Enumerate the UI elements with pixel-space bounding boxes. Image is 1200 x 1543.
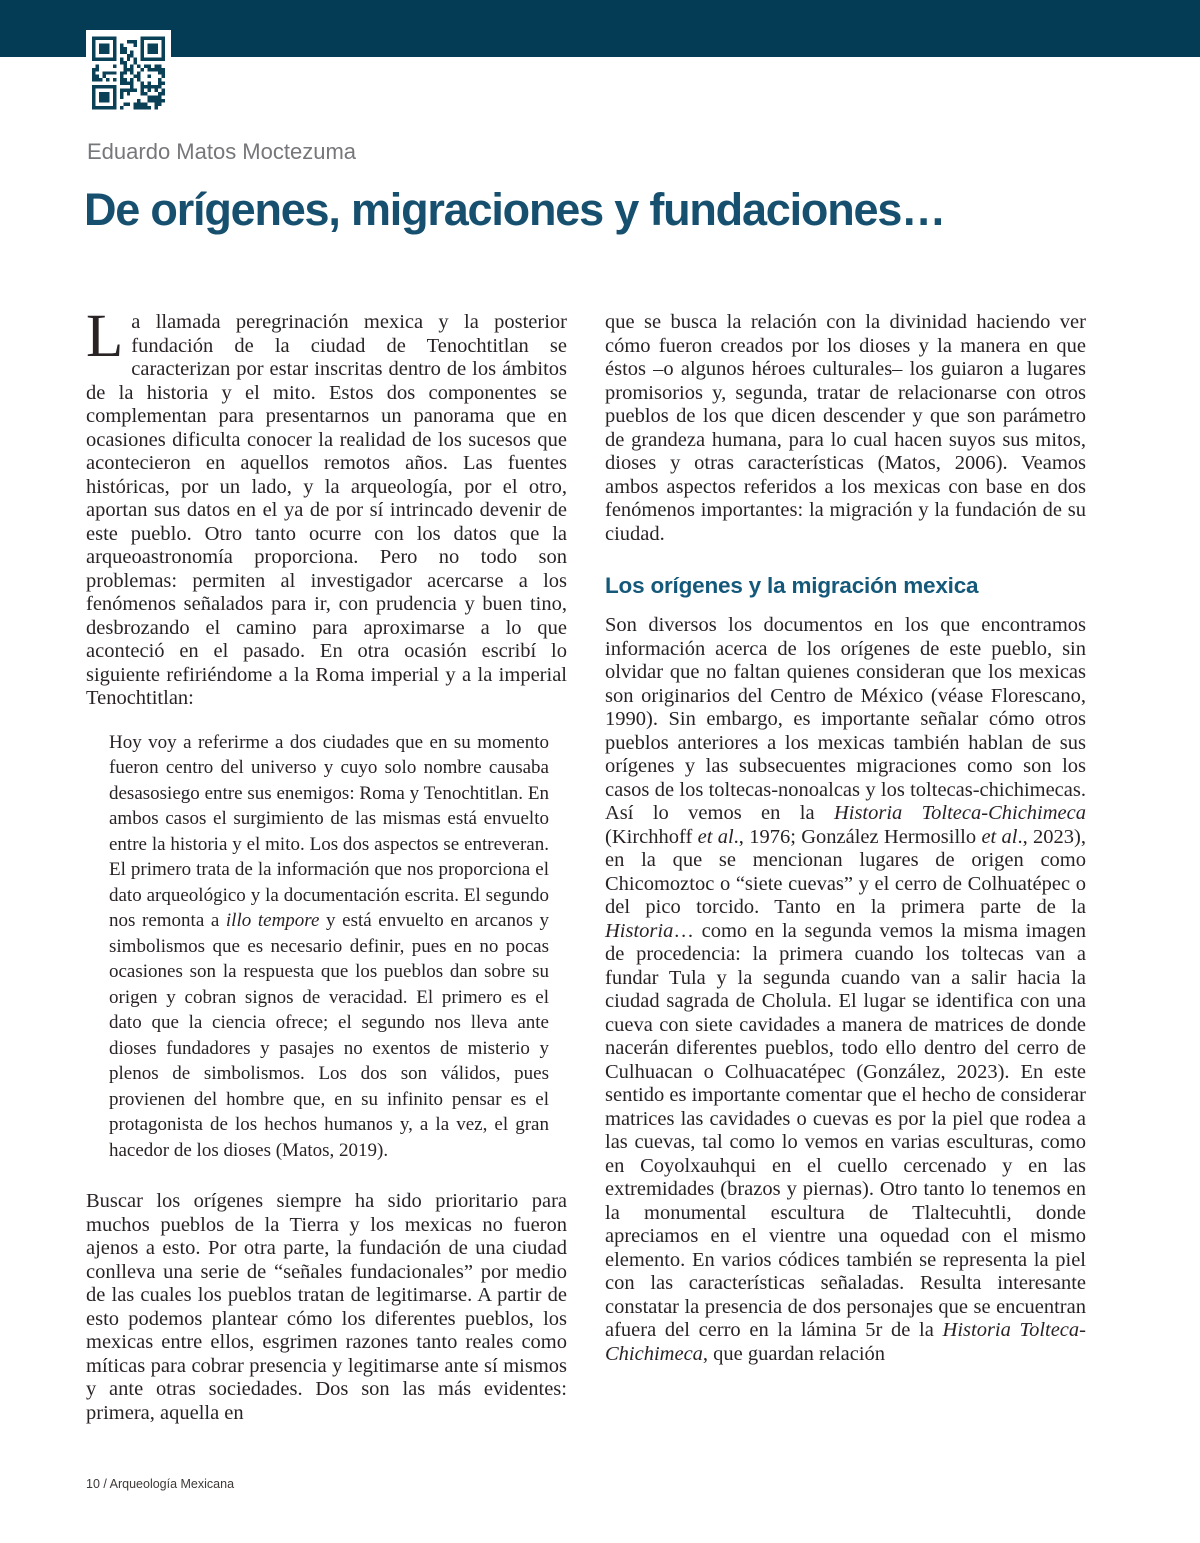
qr-code bbox=[86, 30, 171, 116]
page-footer: 10 / Arqueología Mexicana bbox=[86, 1477, 235, 1491]
article-body bbox=[86, 303, 1087, 1425]
right-column bbox=[605, 311, 1086, 1425]
paragraph: Son diversos los documentos en los que encontramos información acerca de los orígenes de este pueblo, sin olvidar que no faltan quienes consideran que los mexicas son originarios del Centro de México (véase Florescano, 1990). Sin embargo, es importante señalar cómo otros pueblos anteriores a los mexicas también hablan de sus orígenes y las subsecuentes migraciones como son los casos de los toltecas-nonoalcas y los toltecas-chichimecas. Así lo vemos en la Historia Tolteca-Chichimeca (Kirchhoff et al., 1976; González Hermosillo et al., 2023), en la que se mencionan lugares de origen como Chicomoztoc o “siete cuevas” y el cerro de Colhuatépec o del pico torcido. Tanto en la primera parte de la Historia… como en la segunda vemos la misma imagen de procedencia: la primera cuando los toltecas van a fundar Tula y la segunda cuando van a salir hacia la ciudad sagrada de Cholula. El lugar se identifica con una cueva con siete cavidades a manera de matrices de donde nacerán diferentes pueblos, todo ello dentro del cerro de Culhuacan o Colhuacatépec (González, 2023). En este sentido es importante comentar que el hecho de considerar matrices las cavidades o cuevas es por la piel que rodea a las cuevas, tal como lo vemos en varias esculturas, como en Coyolxauhqui en el cuello cercenado y en las extremidades (brazos y piernas). Otro tanto lo tenemos en la monumental escultura de Tlaltecuhtli, donde apreciamos en el vientre una oquedad con el mismo elemento. En varios códices también se representa la piel con las características señaladas. Resulta interesante constatar la presencia de dos personajes que se encuentran afuera del cerro en la lámina 5r de la Historia Tolteca-Chichimeca, que guardan relación bbox=[605, 614, 1087, 1365]
paragraph: que se busca la relación con la divinidad haciendo ver cómo fueron creados por los dioses y la manera en que éstos –o algunos héroes culturales– los guiaron a lugares promisorios y, segunda, tratar de relacionarse con otros pueblos de los que dicen descender y que son parámetro de grandeza humana, para lo cual hacen suyos sus mitos, dioses y otras características (Matos, 2006). Veamos ambos aspectos referidos a los mexicas con base en dos fenómenos importantes: la migración y la fundación de su ciudad. bbox=[605, 311, 1086, 545]
article-title: De orígenes, migraciones y fundaciones… bbox=[84, 184, 945, 235]
section-heading: Los orígenes y la migración mexica bbox=[605, 573, 979, 598]
author-name: Eduardo Matos Moctezuma bbox=[87, 139, 357, 164]
paragraph: Buscar los orígenes siempre ha sido prioritario para muchos pueblos de la Tierra y los mexicas no fueron ajenos a esto. Por otra parte, la fundación de una ciudad conlleva una serie de “señales fundacionales” por medio de las cuales los pueblos tratan de legitimarse. A partir de esto podemos plantear cómo los diferentes pueblos, los mexicas entre ellos, esgrimen razones tanto reales como míticas para cobrar presencia y legitimarse ante sí mismos y ante otras sociedades. Dos son las más evidentes: primera, aquella en bbox=[86, 1190, 567, 1424]
paragraph-intro: La llamada peregrinación mexica y la posterior fundación de la ciudad de Tenochtitlan se caracterizan por estar inscritas dentro de los ámbitos de la historia y el mito. Estos dos componentes se complementan para presentarnos un panorama que en ocasiones dificulta conocer la realidad de los sucesos que acontecieron en aquellos remotos años. Las fuentes históricas, por un lado, y la arqueología, por el otro, aportan sus datos en el ya de por sí intrincado devenir de este pueblo. Otro tanto ocurre con los datos que la arqueoastronomía proporciona. Pero no todo son problemas: permiten al investigador acercarse a los fenómenos señalados para ir, con prudencia y buen tino, desbrozando el camino para aproximarse a lo que aconteció en el pasado. En otra ocasión escribí lo siguiente refiriéndome a la Roma imperial y a la imperial Tenochtitlan: bbox=[86, 303, 567, 709]
block-quote: Hoy voy a referirme a dos ciudades que en su momento fueron centro del universo y cuyo solo nombre causaba desasosiego entre sus enemigos: Roma y Tenochtitlan. En ambos casos el surgimiento de las mismas está envuelto entre la historia y el mito. Los dos aspectos se entreveran. El primero trata de la información que nos proporciona el dato arqueológico y la documentación escrita. El segundo nos remonta a illo tempore y está envuelto en arcanos y simbolismos que es necesario definir, pues en no pocas ocasiones son la respuesta que los pueblos dan sobre su origen y cobran signos de veracidad. El primero es el dato que la ciencia ofrece; el segundo nos lleva ante dioses fundadores y pasajes no exentos de misterio y plenos de simbolismos. Los dos son válidos, pues provienen del hombre que, en su infinito pensar es el protagonista de los hechos humanos y, a la vez, el gran hacedor de los dioses (Matos, 2019). bbox=[109, 731, 549, 1161]
qr-code-image bbox=[92, 36, 165, 110]
left-column bbox=[86, 303, 567, 1425]
top-color-band bbox=[0, 0, 1200, 57]
